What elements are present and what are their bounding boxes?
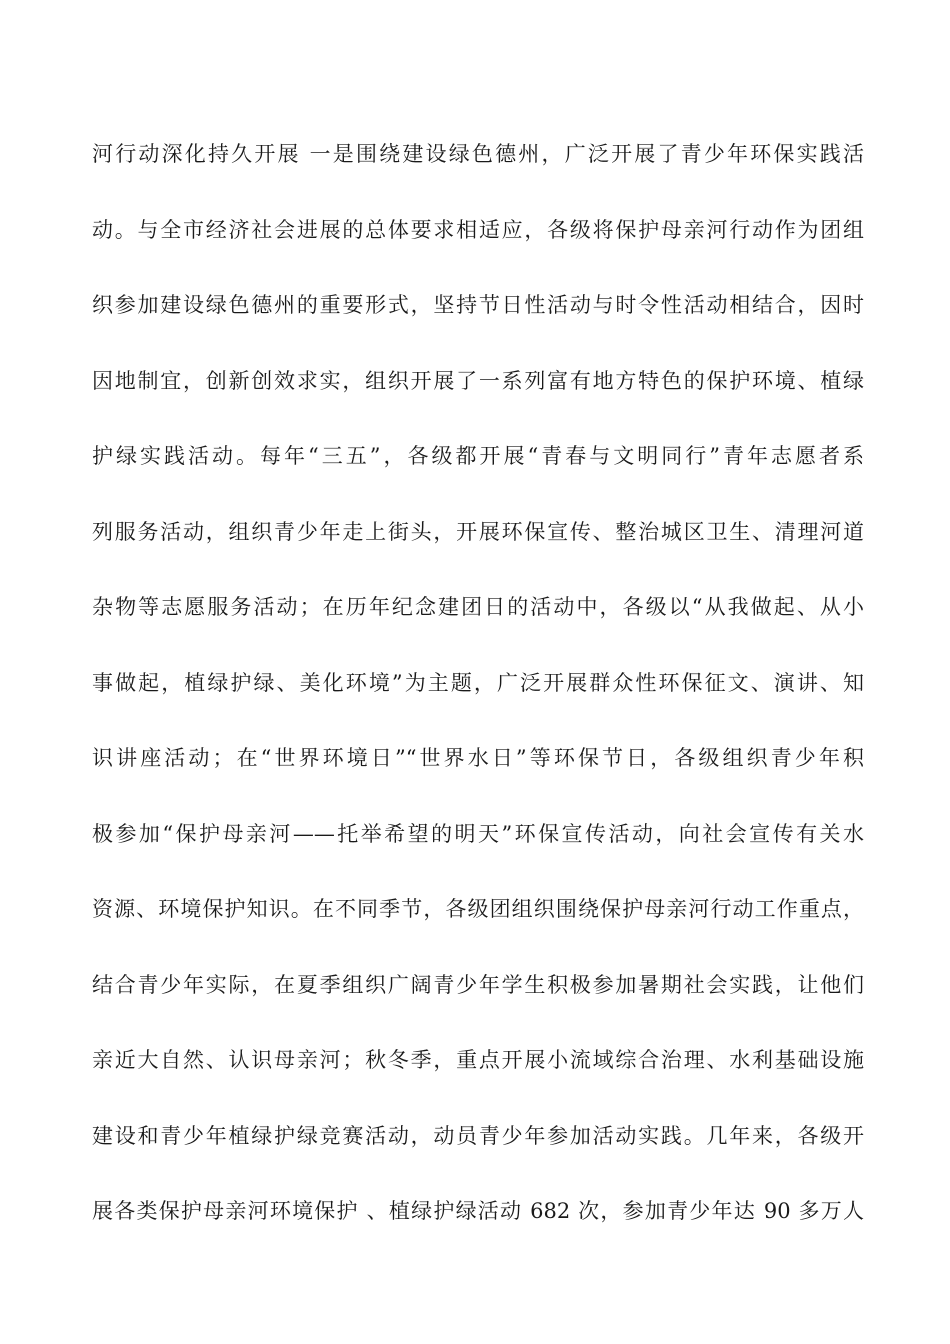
text-line-15: 展各类保护母亲河环境保护 、植绿护绿活动 682 次，参加青少年达 90 多万人 xyxy=(92,1199,864,1223)
text-line-11: 资源、环境保护知识。在不同季节，各级团组织围绕保护母亲河行动工作重点， xyxy=(92,897,864,921)
text-line-4: 因地制宜，创新创效求实，组织开展了一系列富有地方特色的保护环境、植绿 xyxy=(92,368,864,393)
body-text xyxy=(92,134,864,1267)
text-line-7: 杂物等志愿服务活动；在历年纪念建团日的活动中，各级以“从我做起、从小 xyxy=(92,595,864,619)
text-line-3: 织参加建设绿色德州的重要形式，坚持节日性活动与时令性活动相结合，因时 xyxy=(92,293,864,317)
text-line-13: 亲近大自然、认识母亲河；秋冬季，重点开展小流域综合治理、水利基础设施 xyxy=(92,1048,864,1072)
text-line-2: 动。与全市经济社会进展的总体要求相适应，各级将保护母亲河行动作为团组 xyxy=(92,217,864,242)
text-line-9: 识讲座活动；在“世界环境日”“世界水日”等环保节日，各级组织青少年积 xyxy=(92,746,864,770)
text-line-12: 结合青少年实际，在夏季组织广阔青少年学生积极参加暑期社会实践，让他们 xyxy=(92,972,864,997)
text-line-6: 列服务活动，组织青少年走上街头，开展环保宣传、整治城区卫生、清理河道 xyxy=(92,519,864,544)
text-line-5: 护绿实践活动。每年“三五”，各级都开展“青春与文明同行”青年志愿者系 xyxy=(92,444,864,468)
text-line-8: 事做起，植绿护绿、美化环境”为主题，广泛开展群众性环保征文、演讲、知 xyxy=(92,670,864,695)
text-line-10: 极参加“保护母亲河——托举希望的明天”环保宣传活动，向社会宣传有关水 xyxy=(92,821,864,846)
text-line-14: 建设和青少年植绿护绿竞赛活动，动员青少年参加活动实践。几年来，各级开 xyxy=(92,1123,864,1148)
text-line-1: 河行动深化持久开展 一是围绕建设绿色德州，广泛开展了青少年环保实践活 xyxy=(92,142,864,166)
